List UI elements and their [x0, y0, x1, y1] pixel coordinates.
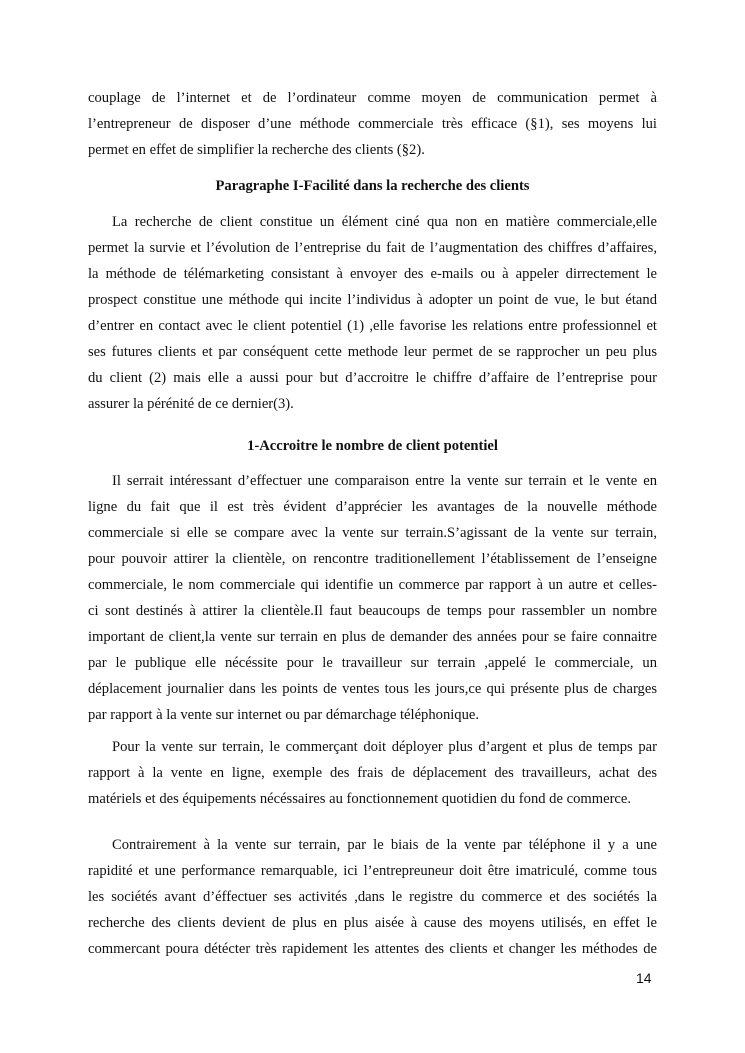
- page-number: 14: [636, 970, 652, 986]
- paragraph: [88, 468, 657, 728]
- text-line: la méthode de télémarketing consistant à envoyer des e-mails ou à appeler dirrectement le: [88, 266, 657, 282]
- text-line: assurer la pérénité de ce dernier(3).: [88, 396, 294, 412]
- text-line: les sociétés avant d’éffectuer ses activités ,dans le registre du commerce et des sociétés la: [88, 889, 657, 905]
- text-line: recherche des clients devient de plus en plus aisée à cause des moyens utilisés, en effet le: [88, 915, 657, 931]
- text-line: rapport à la vente en ligne, exemple des frais de déplacement des travailleurs, achat des: [88, 765, 657, 781]
- text-line: couplage de l’internet et de l’ordinateur comme moyen de communication permet à: [88, 90, 657, 106]
- text-line: déplacement journalier dans les points de ventes tous les jours,ce qui présente plus de charges: [88, 681, 657, 697]
- text-line: Il serrait intéressant d’effectuer une comparaison entre la vente sur terrain et le vente en: [112, 473, 657, 489]
- text-line: commerciale si elle se compare avec la vente sur terrain.S’agissant de la vente sur terrain,: [88, 525, 657, 541]
- text-line: du client (2) mais elle a aussi pour but d’accroitre le chiffre d’affaire de l’entreprise pour: [88, 370, 657, 386]
- text-line: prospect constitue une méthode qui incite l’individus à adopter un point de vue, le but étand: [88, 292, 657, 308]
- section-heading-paragraphe-1: Paragraphe I-Facilité dans la recherche des clients: [215, 178, 530, 194]
- text-line: commerciale, le nom commerciale qui identifie un commerce par rapport à un autre et celles-: [88, 577, 657, 593]
- subsection-heading-1: 1-Accroitre le nombre de client potentiel: [247, 438, 498, 454]
- text-line: Pour la vente sur terrain, le commerçant doit déployer plus d’argent et plus de temps par: [112, 739, 657, 755]
- text-line: rapidité et une performance remarquable, ici l’entrepreuneur doit être imatriculé, comme tous: [88, 863, 657, 879]
- text-line: permet la survie et l’évolution de l’entreprise du fait de l’augmentation des chiffres d’affaires,: [88, 240, 657, 256]
- text-line: par rapport à la vente sur internet ou par démarchage téléphonique.: [88, 707, 480, 723]
- text-line: Contrairement à la vente sur terrain, par le biais de la vente par téléphone il y a une: [112, 837, 657, 853]
- paragraph: [88, 85, 657, 163]
- text-line: ligne du fait que il est très évident d’apprécier les avantages de la nouvelle méthode: [88, 499, 657, 515]
- text-line: commercant poura détécter très rapidement les attentes des clients et changer les méthodes de: [88, 941, 657, 957]
- text-line: permet en effet de simplifier la recherche des clients (§2).: [88, 142, 425, 158]
- text-line: ses futures clients et par conséquent cette methode leur permet de se rapprocher un peu plus: [88, 344, 657, 360]
- text-line: d’entrer en contact avec le client potentiel (1) ,elle favorise les relations entre professionnel et: [88, 318, 657, 334]
- text-line: matériels et des équipements nécéssaires au fonctionnement quotidien du fond de commerce.: [88, 791, 632, 807]
- text-line: par le publique elle nécéssite pour le travailleur sur terrain ,appelé le commerciale, un: [88, 655, 657, 671]
- paragraph: [88, 832, 657, 962]
- paragraph: [88, 209, 657, 417]
- text-line: ci sont destinés à attirer la clientèle.Il faut beaucoups de temps pour rassembler un nombre: [88, 603, 657, 619]
- paragraph: [88, 734, 657, 812]
- text-line: pour pouvoir attirer la clientèle, on rencontre traditionellement l’établissement de l’enseigne: [88, 551, 657, 567]
- text-line: important de client,la vente sur terrain en plus de demander des années pour se faire connaitre: [88, 629, 657, 645]
- text-line: La recherche de client constitue un élément ciné qua non en matière commerciale,elle: [112, 214, 657, 230]
- text-line: l’entrepreneur de disposer d’une méthode commerciale très efficace (§1), ses moyens lui: [88, 116, 657, 132]
